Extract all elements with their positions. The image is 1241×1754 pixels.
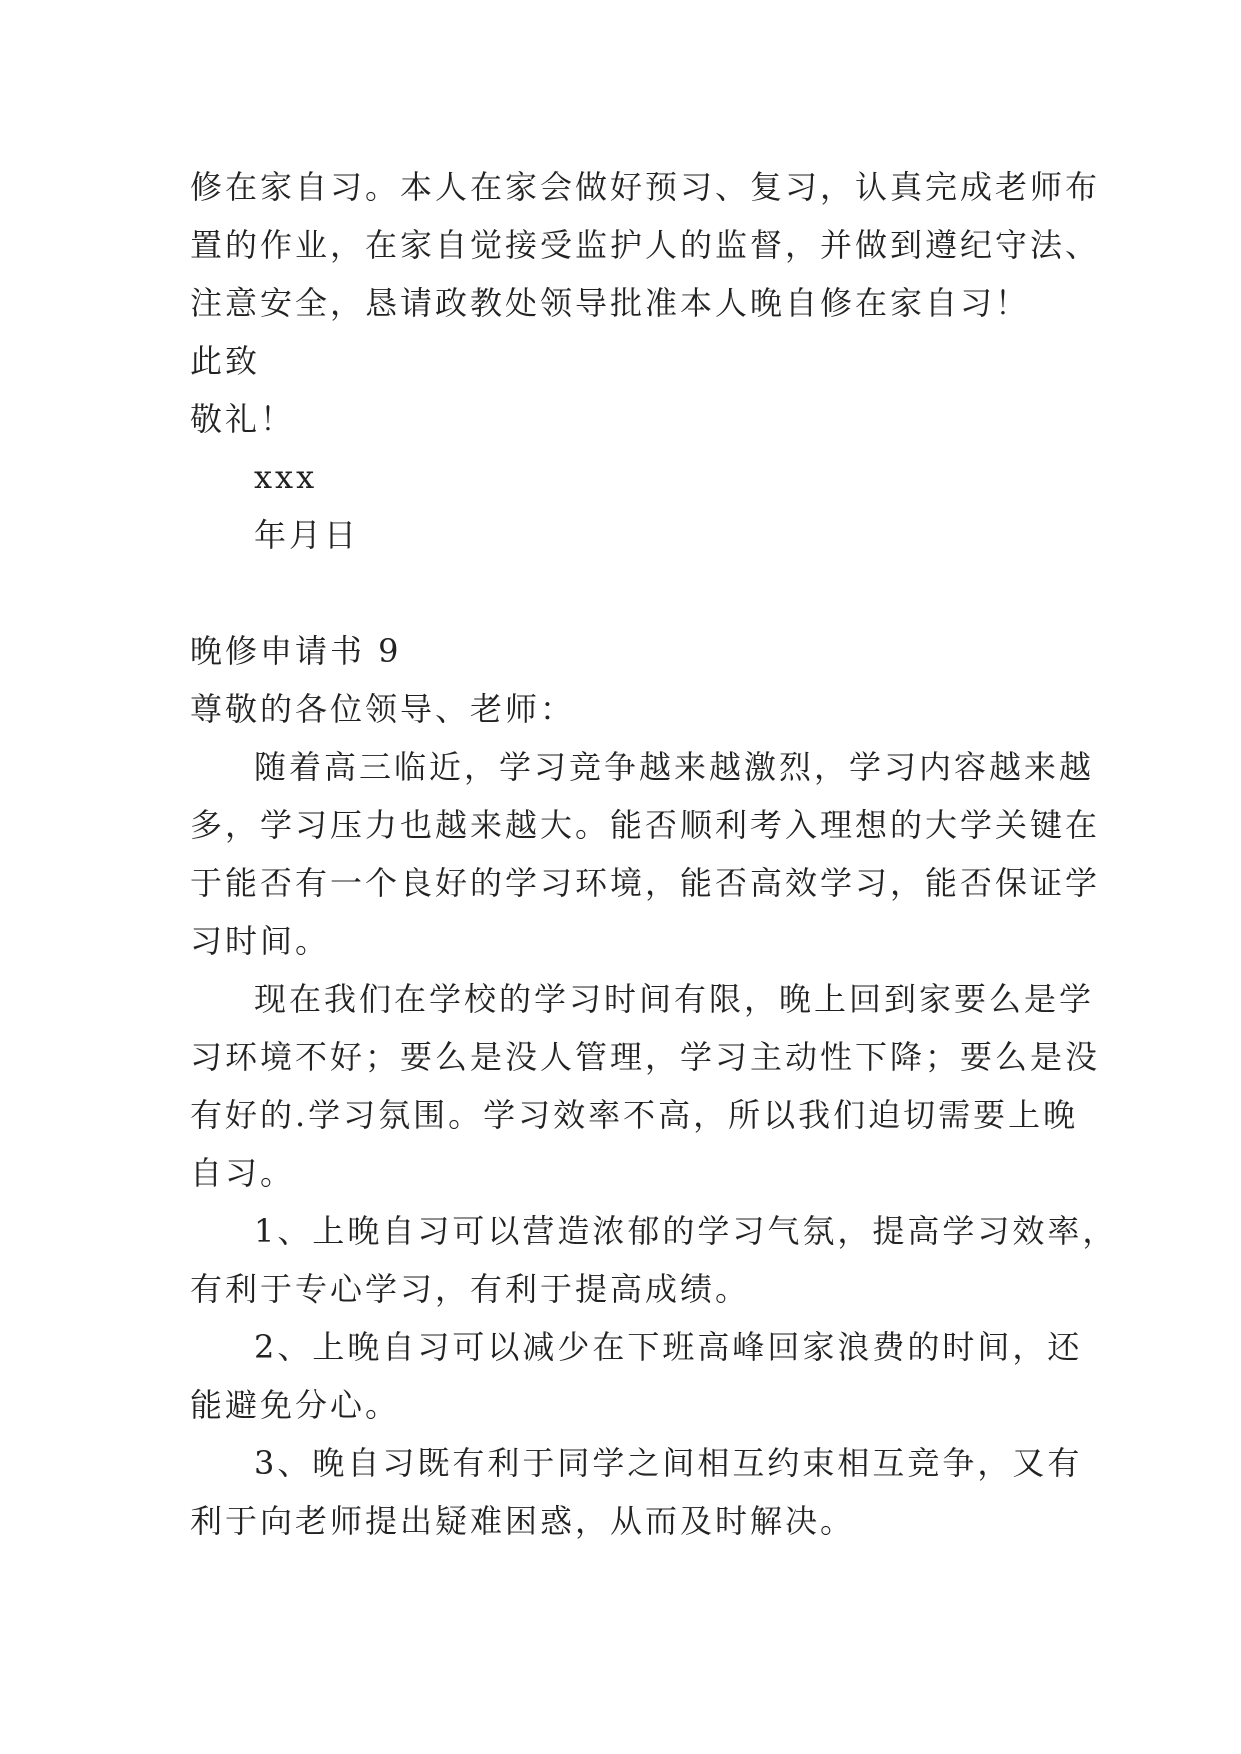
list-item-line: 1、上晚自习可以营造浓郁的学习气氛，提高学习效率， (254, 1212, 1118, 1250)
paragraph-line: 习时间。 (190, 922, 331, 960)
paragraph-line: 习环境不好；要么是没人管理，学习主动性下降；要么是没 (190, 1038, 1101, 1076)
section-title: 晚修申请书 9 (190, 632, 402, 670)
text-line: 置的作业，在家自觉接受监护人的监督，并做到遵纪守法、 (190, 226, 1101, 264)
salutation: 尊敬的各位领导、老师： (190, 690, 576, 728)
paragraph-line: 有好的.学习氛围。学习效率不高，所以我们迫切需要上晚 (190, 1096, 1079, 1134)
paragraph-line: 于能否有一个良好的学习环境，能否高效学习，能否保证学 (190, 864, 1101, 902)
closing-regards: 敬礼！ (190, 400, 296, 438)
closing-salutation: 此致 (190, 342, 261, 380)
list-item-line: 能避免分心。 (190, 1386, 401, 1424)
text-line: 修在家自习。本人在家会做好预习、复习，认真完成老师布 (190, 168, 1101, 206)
paragraph-line: 现在我们在学校的学习时间有限，晚上回到家要么是学 (254, 980, 1095, 1018)
list-item-line: 3、晚自习既有利于同学之间相互约束相互竞争，又有 (254, 1444, 1083, 1482)
paragraph-line: 自习。 (190, 1154, 296, 1192)
text-line: 注意安全，恳请政教处领导批准本人晚自修在家自习！ (190, 284, 1031, 322)
paragraph-line: 随着高三临近，学习竞争越来越激烈，学习内容越来越 (254, 748, 1095, 786)
date-line: 年月日 (254, 516, 360, 554)
paragraph-line: 多，学习压力也越来越大。能否顺利考入理想的大学关键在 (190, 806, 1101, 844)
list-item-line: 有利于专心学习，有利于提高成绩。 (190, 1270, 751, 1308)
list-item-line: 利于向老师提出疑难困惑，从而及时解决。 (190, 1502, 856, 1540)
list-item-line: 2、上晚自习可以减少在下班高峰回家浪费的时间，还 (254, 1328, 1083, 1366)
signature: xxx (254, 458, 318, 496)
